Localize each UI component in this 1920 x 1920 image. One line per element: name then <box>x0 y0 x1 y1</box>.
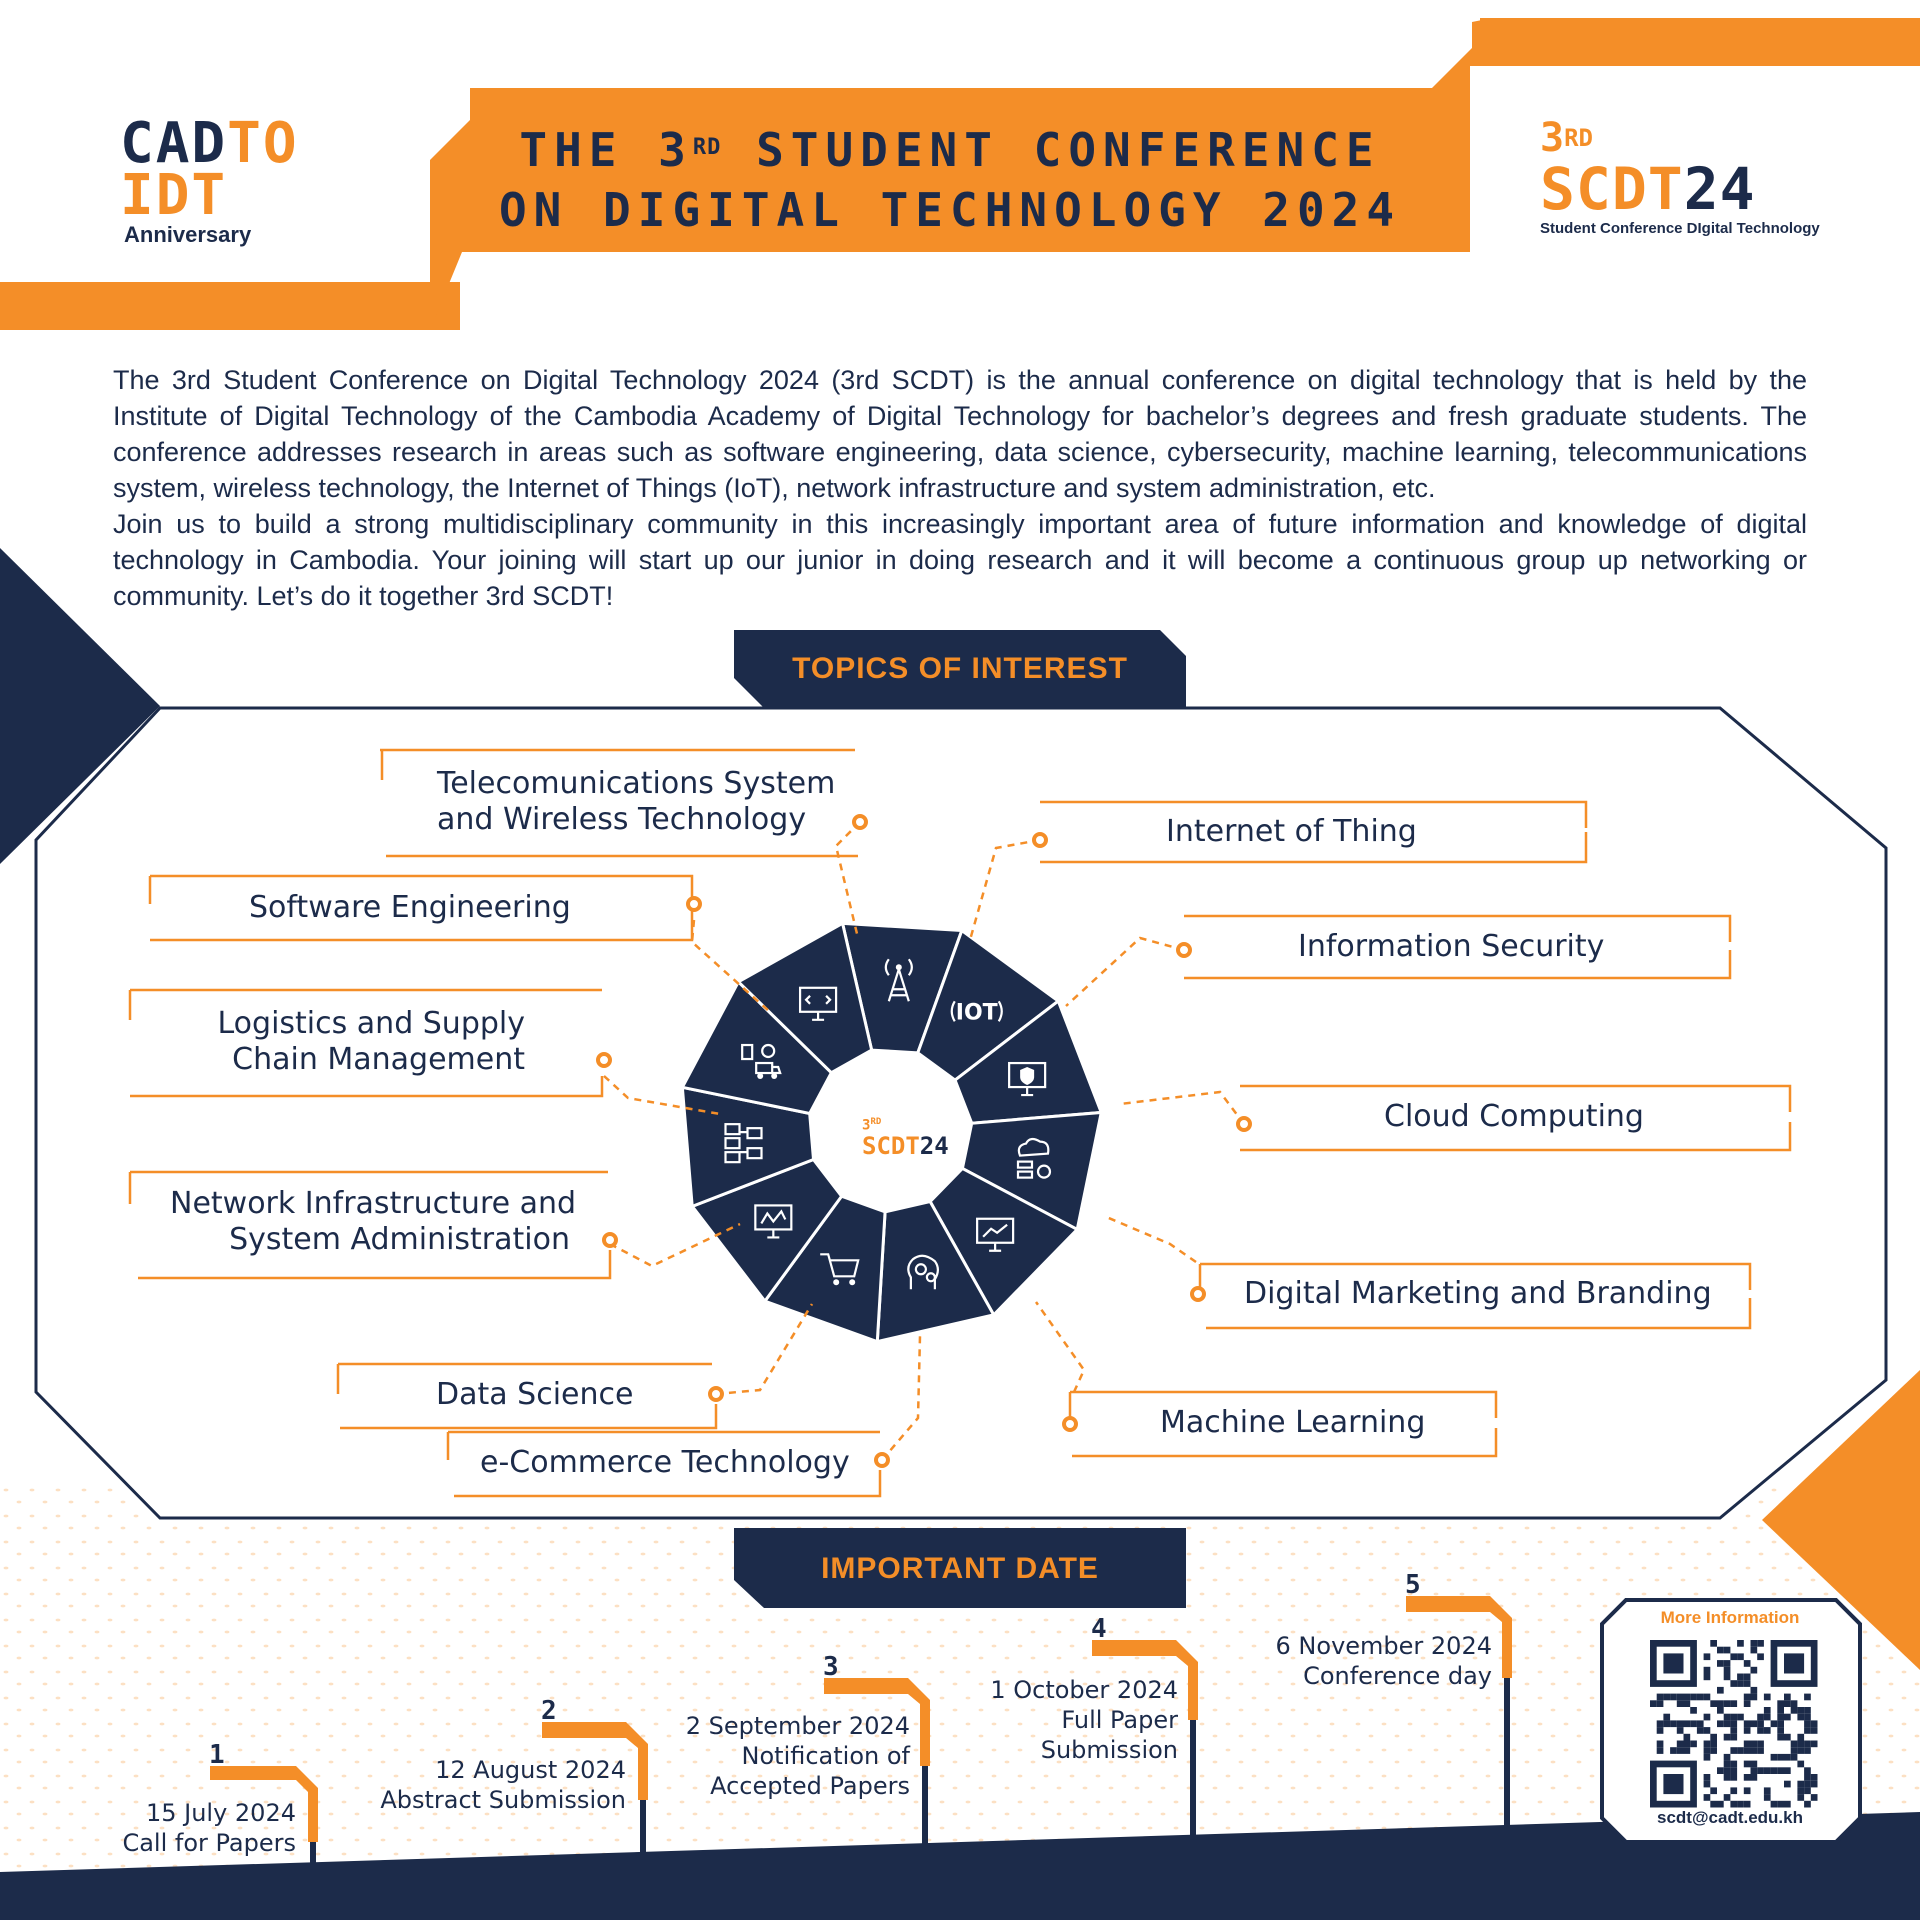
qr-module <box>1764 1694 1771 1701</box>
qr-module <box>1657 1720 1664 1727</box>
topic-datasci: Data Science <box>436 1377 634 1412</box>
qr-module <box>1804 1774 1811 1781</box>
qr-module <box>1804 1767 1811 1774</box>
qr-module <box>1797 1794 1804 1801</box>
qr-module <box>1777 1767 1784 1774</box>
qr-module <box>1751 1720 1758 1727</box>
qr-module <box>1704 1754 1711 1761</box>
qr-module <box>1764 1714 1771 1721</box>
qr-module <box>1791 1700 1798 1707</box>
qr-module <box>1804 1727 1811 1734</box>
qr-module <box>1804 1707 1811 1714</box>
wheel-center-logo <box>862 1115 982 1159</box>
qr-module <box>1730 1787 1737 1794</box>
qr-module <box>1704 1674 1711 1681</box>
logo-subtitle: Anniversary <box>124 222 252 247</box>
step-number-3: 3 <box>823 1652 839 1682</box>
qr-module <box>1784 1801 1791 1808</box>
logo-24: 24 <box>1683 155 1756 223</box>
qr-module <box>1771 1767 1778 1774</box>
qr-module <box>1730 1767 1737 1774</box>
intro-paragraph-2: Join us to build a strong multidisciplinary community in this increasingly important area of future information and knowledge of digital technology in Cambodia. Your joining will start up our junior in doing research and it will become a continuous group up networking or community. Let’s do it together 3rd SCDT! <box>113 509 1807 611</box>
qr-module <box>1757 1714 1764 1721</box>
qr-module <box>1744 1787 1751 1794</box>
qr-module <box>1730 1714 1737 1721</box>
qr-module <box>1677 1700 1684 1707</box>
qr-module <box>1657 1694 1664 1701</box>
qr-module <box>1744 1747 1751 1754</box>
date-1-label: Call for Papers <box>122 1829 296 1857</box>
qr-module <box>1764 1707 1771 1714</box>
title-text-b: STUDENT CONFERENCE <box>721 123 1381 177</box>
qr-module <box>1670 1694 1677 1701</box>
date-item-5 <box>1200 1631 1492 1691</box>
step-number-4: 4 <box>1091 1614 1107 1644</box>
qr-module <box>1684 1700 1691 1707</box>
qr-module <box>1677 1694 1684 1701</box>
date-4-label: Full Paper <box>1061 1706 1178 1734</box>
qr-module <box>1704 1747 1711 1754</box>
qr-module <box>1797 1741 1804 1748</box>
qr-module <box>1657 1727 1664 1734</box>
qr-title: More Information <box>1660 1608 1800 1627</box>
qr-module <box>1704 1781 1711 1788</box>
date-3-label: Notification of <box>741 1742 910 1770</box>
qr-module <box>1784 1781 1791 1788</box>
qr-module <box>1717 1707 1724 1714</box>
qr-module <box>1797 1761 1804 1768</box>
qr-module <box>1784 1714 1791 1721</box>
qr-finder <box>1663 1653 1683 1673</box>
qr-module <box>1737 1801 1744 1808</box>
qr-module <box>1724 1794 1731 1801</box>
qr-module <box>1710 1700 1717 1707</box>
qr-module <box>1757 1720 1764 1727</box>
scdt-logo <box>1540 115 1820 237</box>
qr-module <box>1804 1781 1811 1788</box>
center-sup: RD <box>870 1117 882 1127</box>
qr-module <box>1730 1727 1737 1734</box>
qr-module <box>1724 1700 1731 1707</box>
qr-module <box>1757 1640 1764 1647</box>
qr-module <box>1811 1774 1818 1781</box>
qr-module <box>1704 1653 1711 1660</box>
qr-module <box>1730 1774 1737 1781</box>
qr-module <box>1784 1767 1791 1774</box>
qr-module <box>1777 1754 1784 1761</box>
qr-module <box>1777 1727 1784 1734</box>
topic-ecommerce: e-Commerce Technology <box>480 1445 850 1480</box>
qr-module <box>1704 1694 1711 1701</box>
qr-module <box>1717 1700 1724 1707</box>
qr-module <box>1751 1767 1758 1774</box>
qr-module <box>1771 1754 1778 1761</box>
logo-sup: RD <box>1564 124 1593 152</box>
qr-module <box>1744 1680 1751 1687</box>
qr-module <box>1811 1781 1818 1788</box>
logo-text-to: TO <box>227 111 299 176</box>
qr-module <box>1784 1734 1791 1741</box>
qr-module <box>1784 1700 1791 1707</box>
qr-module <box>1717 1767 1724 1774</box>
qr-module <box>1704 1741 1711 1748</box>
qr-module <box>1737 1640 1744 1647</box>
qr-module <box>1670 1720 1677 1727</box>
topic-network-line2: System Administration <box>229 1222 570 1257</box>
qr-module <box>1724 1714 1731 1721</box>
qr-module <box>1751 1741 1758 1748</box>
qr-module <box>1657 1741 1664 1748</box>
step-number-5: 5 <box>1405 1570 1421 1600</box>
date-3-date: 2 September 2024 <box>685 1712 910 1740</box>
qr-module <box>1811 1794 1818 1801</box>
qr-module <box>1717 1687 1724 1694</box>
qr-module <box>1757 1741 1764 1748</box>
date-5-date: 6 November 2024 <box>1275 1632 1492 1660</box>
qr-module <box>1744 1694 1751 1701</box>
qr-module <box>1724 1720 1731 1727</box>
qr-module <box>1744 1660 1751 1667</box>
qr-module <box>1663 1714 1670 1721</box>
qr-module <box>1737 1653 1744 1660</box>
qr-module <box>1710 1640 1717 1647</box>
qr-module <box>1777 1720 1784 1727</box>
qr-module <box>1730 1680 1737 1687</box>
qr-module <box>1690 1694 1697 1701</box>
qr-module <box>1697 1694 1704 1701</box>
qr-module <box>1811 1741 1818 1748</box>
topic-marketing: Digital Marketing and Branding <box>1244 1276 1712 1311</box>
qr-module <box>1657 1700 1664 1707</box>
qr-module <box>1811 1727 1818 1734</box>
qr-module <box>1797 1787 1804 1794</box>
qr-module <box>1797 1714 1804 1721</box>
qr-module <box>1737 1680 1744 1687</box>
qr-module <box>1677 1720 1684 1727</box>
qr-module <box>1744 1700 1751 1707</box>
date-item-2 <box>330 1755 626 1815</box>
qr-module <box>1751 1774 1758 1781</box>
qr-module <box>1690 1741 1697 1748</box>
qr-module <box>1804 1747 1811 1754</box>
qr-module <box>1730 1734 1737 1741</box>
qr-module <box>1710 1801 1717 1808</box>
date-1-date: 15 July 2024 <box>145 1799 296 1827</box>
qr-module <box>1730 1700 1737 1707</box>
qr-module <box>1791 1747 1798 1754</box>
qr-module <box>1777 1801 1784 1808</box>
qr-module <box>1650 1700 1657 1707</box>
logo-scdt: SCDT <box>1540 155 1684 223</box>
qr-module <box>1710 1734 1717 1741</box>
logo-text-cad: CAD <box>120 111 228 176</box>
qr-module <box>1764 1767 1771 1774</box>
qr-module <box>1804 1787 1811 1794</box>
qr-module <box>1717 1720 1724 1727</box>
topic-iot: Internet of Thing <box>1166 814 1417 849</box>
qr-module <box>1730 1801 1737 1808</box>
topics-heading: TOPICS OF INTEREST <box>792 652 1128 685</box>
topic-ml: Machine Learning <box>1160 1405 1426 1440</box>
qr-module <box>1717 1647 1724 1654</box>
qr-module <box>1777 1714 1784 1721</box>
svg-text:IOT: IOT <box>955 1000 998 1026</box>
qr-module <box>1677 1741 1684 1748</box>
qr-module <box>1764 1794 1771 1801</box>
qr-module <box>1704 1774 1711 1781</box>
qr-module <box>1697 1727 1704 1734</box>
qr-module <box>1684 1734 1691 1741</box>
qr-module <box>1704 1727 1711 1734</box>
qr-module <box>1724 1754 1731 1761</box>
qr-module <box>1690 1707 1697 1714</box>
qr-module <box>1777 1734 1784 1741</box>
qr-module <box>1751 1761 1758 1768</box>
qr-module <box>1724 1734 1731 1741</box>
qr-module <box>1744 1674 1751 1681</box>
qr-module <box>1804 1741 1811 1748</box>
qr-module <box>1751 1694 1758 1701</box>
qr-module <box>1804 1801 1811 1808</box>
qr-module <box>1777 1707 1784 1714</box>
center-num: 3 <box>862 1117 871 1134</box>
qr-module <box>1670 1747 1677 1754</box>
qr-module <box>1737 1674 1744 1681</box>
contact-email[interactable]: scdt@cadt.edu.kh <box>1657 1808 1803 1827</box>
title-text-a: THE 3 <box>519 123 693 177</box>
qr-module <box>1737 1714 1744 1721</box>
qr-module <box>1724 1674 1731 1681</box>
qr-module <box>1804 1714 1811 1721</box>
qr-module <box>1724 1660 1731 1667</box>
qr-module <box>1677 1747 1684 1754</box>
title-line-2: ON DIGITAL TECHNOLOGY 2024 <box>498 183 1402 237</box>
qr-module <box>1704 1667 1711 1674</box>
qr-module <box>1684 1747 1691 1754</box>
topic-infosec: Information Security <box>1298 929 1605 964</box>
qr-module <box>1804 1720 1811 1727</box>
center-24: 24 <box>919 1131 949 1160</box>
qr-module <box>1710 1787 1717 1794</box>
date-4-label-2: Submission <box>1040 1736 1178 1764</box>
qr-module <box>1724 1774 1731 1781</box>
topic-cloud: Cloud Computing <box>1384 1099 1644 1134</box>
logo-num: 3 <box>1540 115 1565 161</box>
date-2-label: Abstract Submission <box>380 1786 626 1814</box>
intro-paragraph-1: The 3rd Student Conference on Digital Technology 2024 (3rd SCDT) is the annual conference on digital technology that is held by the Institute of Digital Technology of the Cambodia Academy of Digital Technology for bachelor’s degrees and fresh graduate students. The conference addresses research in areas such as software engineering, data science, cybersecurity, machine learning, telecommunications system, wireless technology, the Internet of Things (IoT), network infrastructure and system administration, etc. <box>113 365 1807 503</box>
step-number-2: 2 <box>541 1696 557 1726</box>
qr-module <box>1684 1694 1691 1701</box>
qr-module <box>1690 1720 1697 1727</box>
qr-module <box>1791 1741 1798 1748</box>
qr-module <box>1663 1694 1670 1701</box>
qr-module <box>1717 1801 1724 1808</box>
qr-module <box>1797 1747 1804 1754</box>
date-2-date: 12 August 2024 <box>435 1756 626 1784</box>
qr-module <box>1744 1720 1751 1727</box>
qr-module <box>1677 1727 1684 1734</box>
qr-module <box>1791 1754 1798 1761</box>
qr-module <box>1697 1720 1704 1727</box>
date-item-3 <box>620 1711 910 1801</box>
date-3-label-2: Accepted Papers <box>710 1772 910 1800</box>
qr-module <box>1744 1727 1751 1734</box>
topic-logistics <box>160 1006 525 1078</box>
qr-module <box>1730 1747 1737 1754</box>
qr-module <box>1724 1667 1731 1674</box>
topic-telecom <box>437 766 835 838</box>
qr-module <box>1797 1734 1804 1741</box>
qr-module <box>1784 1754 1791 1761</box>
qr-module <box>1757 1727 1764 1734</box>
qr-module <box>1663 1720 1670 1727</box>
qr-module <box>1811 1720 1818 1727</box>
qr-module <box>1724 1647 1731 1654</box>
qr-module <box>1751 1747 1758 1754</box>
date-5-label: Conference day <box>1303 1662 1492 1690</box>
qr-module <box>1704 1714 1711 1721</box>
qr-module <box>1804 1694 1811 1701</box>
title-superscript: RD <box>692 135 722 160</box>
qr-module <box>1784 1694 1791 1701</box>
qr-module <box>1757 1767 1764 1774</box>
date-item-1 <box>60 1798 296 1858</box>
date-item-4 <box>900 1675 1178 1765</box>
qr-module <box>1764 1787 1771 1794</box>
step-number-1: 1 <box>209 1740 225 1770</box>
intro-text <box>113 362 1807 614</box>
qr-module <box>1684 1720 1691 1727</box>
qr-module <box>1684 1741 1691 1748</box>
qr-module <box>1751 1640 1758 1647</box>
qr-module <box>1724 1761 1731 1768</box>
cadt-logo <box>120 111 299 248</box>
qr-module <box>1730 1761 1737 1768</box>
qr-module <box>1717 1660 1724 1667</box>
qr-module <box>1751 1647 1758 1654</box>
date-4-date: 1 October 2024 <box>990 1676 1178 1704</box>
qr-module <box>1751 1687 1758 1694</box>
qr-module <box>1757 1747 1764 1754</box>
logo-text-idt: IDT <box>120 163 228 228</box>
qr-module <box>1777 1700 1784 1707</box>
qr-module <box>1771 1720 1778 1727</box>
topic-telecom-line1: Telecomunications System <box>437 766 836 801</box>
qr-module <box>1744 1774 1751 1781</box>
qr-module <box>1730 1720 1737 1727</box>
qr-module <box>1724 1767 1731 1774</box>
topic-logistics-line1: Logistics and Supply <box>217 1006 525 1041</box>
qr-module <box>1791 1707 1798 1714</box>
conference-title <box>460 120 1440 240</box>
qr-module <box>1771 1801 1778 1808</box>
center-scdt: SCDT <box>862 1131 920 1160</box>
qr-finder <box>1663 1774 1683 1794</box>
qr-module <box>1797 1781 1804 1788</box>
qr-module <box>1751 1667 1758 1674</box>
logo-tagline: Student Conference DIgital Technology <box>1540 220 1820 237</box>
qr-finder <box>1784 1653 1804 1673</box>
topic-software: Software Engineering <box>249 890 571 925</box>
qr-module <box>1764 1727 1771 1734</box>
dates-heading: IMPORTANT DATE <box>821 1552 1099 1585</box>
qr-module <box>1744 1741 1751 1748</box>
topic-logistics-line2: Chain Management <box>232 1042 525 1077</box>
topic-network-line1: Network Infrastructure and <box>170 1186 577 1221</box>
qr-module <box>1710 1741 1717 1748</box>
topic-telecom-line2: and Wireless Technology <box>437 802 807 837</box>
qr-module <box>1744 1801 1751 1808</box>
qr-module <box>1730 1653 1737 1660</box>
qr-module <box>1704 1794 1711 1801</box>
qr-module <box>1744 1761 1751 1768</box>
qr-module <box>1797 1707 1804 1714</box>
topic-network <box>170 1186 577 1258</box>
qr-module <box>1657 1747 1664 1754</box>
qr-module <box>1710 1747 1717 1754</box>
qr-module <box>1757 1653 1764 1660</box>
qr-module <box>1737 1747 1744 1754</box>
